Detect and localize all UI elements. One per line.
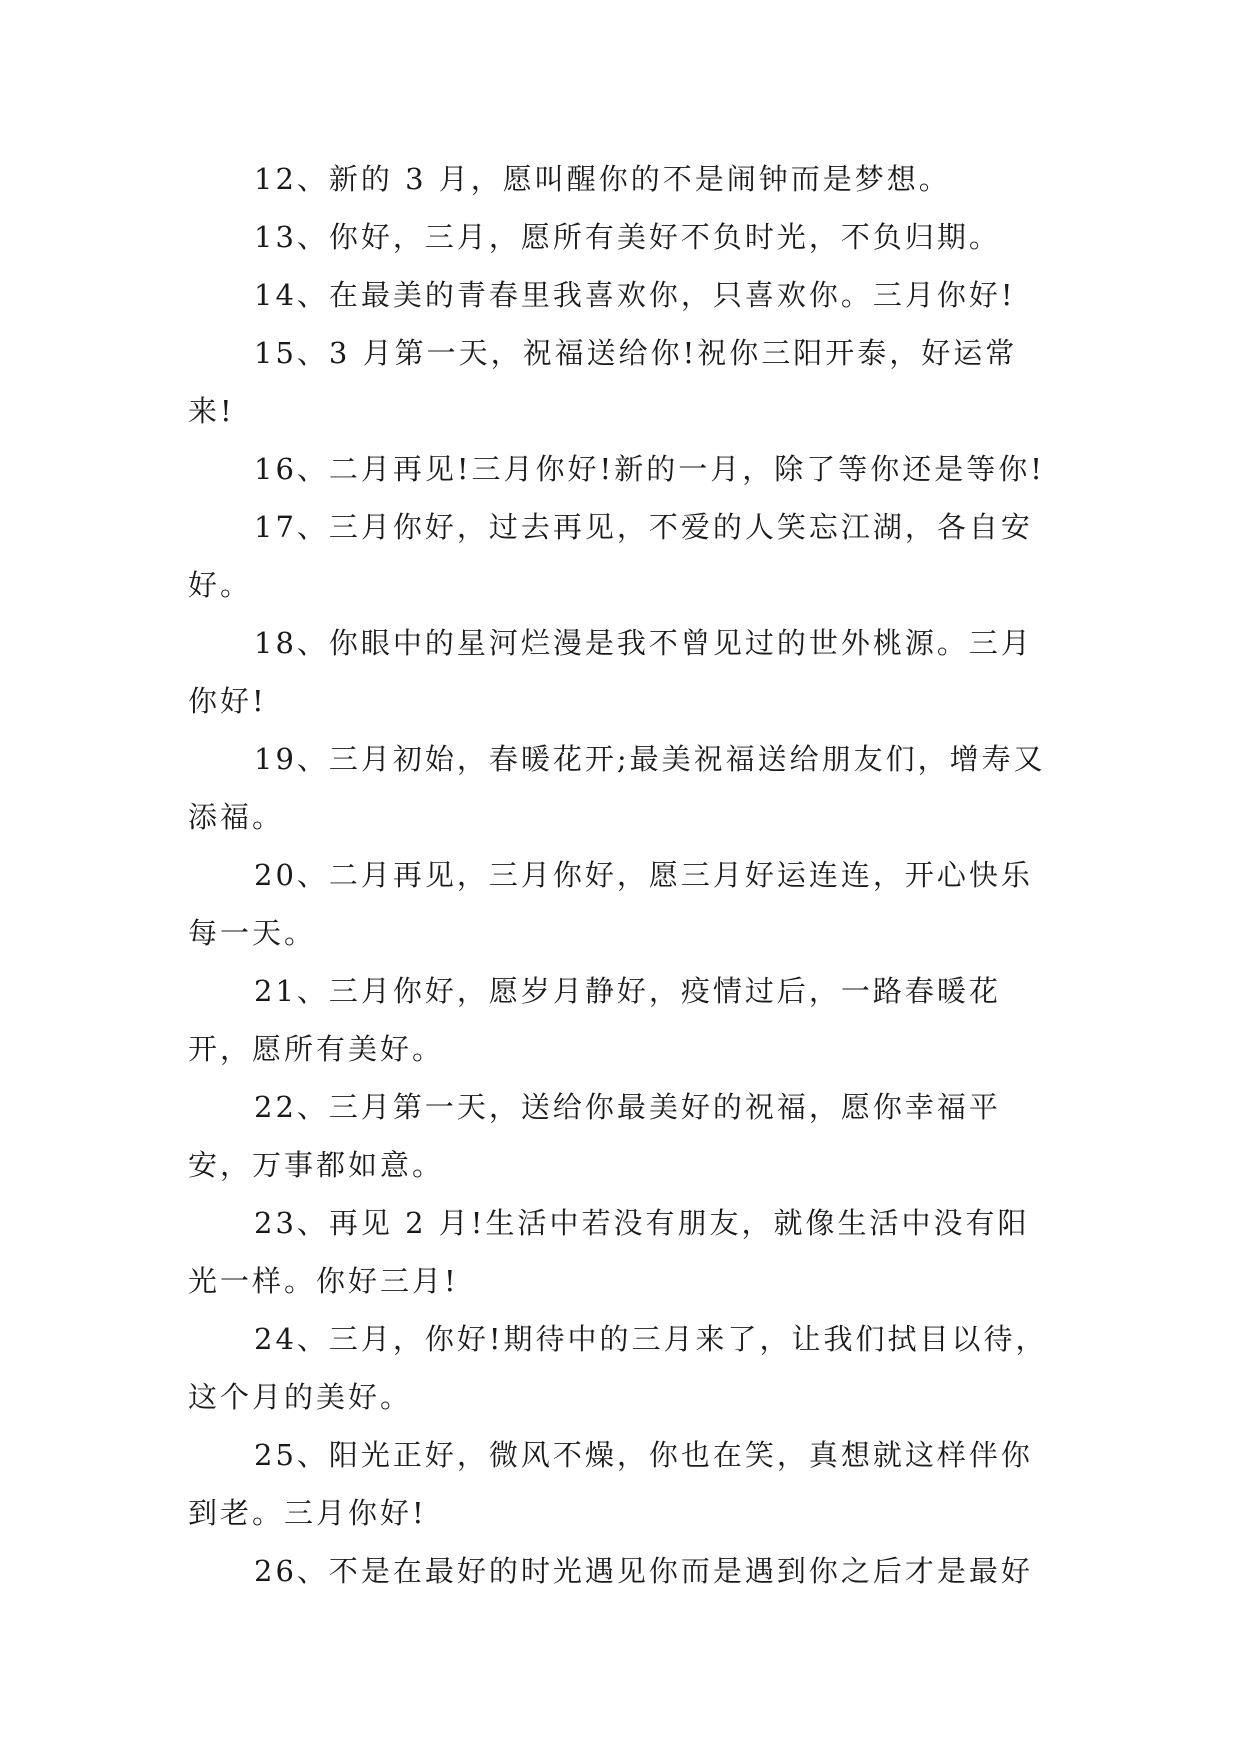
paragraph-23: 23、再见 2 月!生活中若没有朋友，就像生活中没有阳光一样。你好三月!: [188, 1206, 1030, 1298]
paragraph-15: 15、3 月第一天，祝福送给你!祝你三阳开泰，好运常来!: [188, 336, 1018, 428]
paragraph-26: 26、不是在最好的时光遇见你而是遇到你之后才是最好: [254, 1554, 1033, 1588]
paragraph-19: 19、三月初始，春暖花开;最美祝福送给朋友们，增寿又添福。: [188, 742, 1046, 834]
paragraph-24: 24、三月，你好!期待中的三月来了，让我们拭目以待，这个月的美好。: [188, 1322, 1048, 1414]
paragraph-18: 18、你眼中的星河烂漫是我不曾见过的世外桃源。三月你好!: [188, 626, 1033, 718]
paragraph-17: 17、三月你好，过去再见，不爱的人笑忘江湖，各自安好。: [188, 510, 1033, 602]
paragraph-16: 16、二月再见!三月你好!新的一月，除了等你还是等你!: [254, 452, 1045, 486]
paragraph-12: 12、新的 3 月，愿叫醒你的不是闹钟而是梦想。: [254, 162, 951, 196]
paragraph-21: 21、三月你好，愿岁月静好，疫情过后，一路春暖花开，愿所有美好。: [188, 974, 1001, 1066]
paragraph-22: 22、三月第一天，送给你最美好的祝福，愿你幸福平安，万事都如意。: [188, 1090, 1001, 1182]
document-body: [188, 150, 1058, 1600]
paragraph-20: 20、二月再见，三月你好，愿三月好运连连，开心快乐每一天。: [188, 858, 1033, 950]
paragraph-13: 13、你好，三月，愿所有美好不负时光，不负归期。: [254, 220, 1001, 254]
paragraph-25: 25、阳光正好，微风不燥，你也在笑，真想就这样伴你到老。三月你好!: [188, 1438, 1033, 1530]
paragraph-14: 14、在最美的青春里我喜欢你，只喜欢你。三月你好!: [254, 278, 1016, 312]
